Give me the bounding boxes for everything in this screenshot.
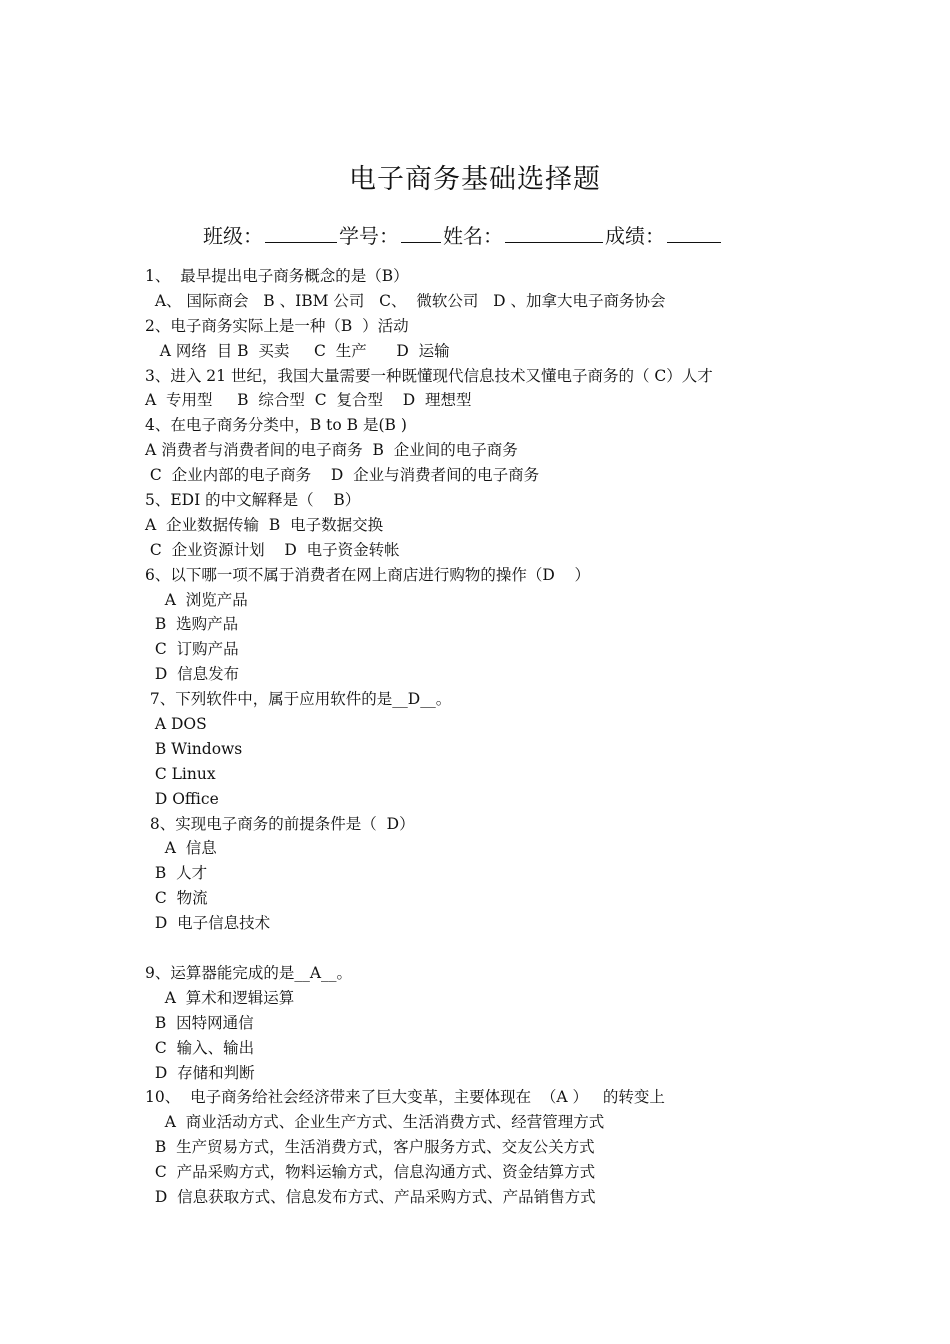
option-text: C 产品采购方式，物料运输方式，信息沟通方式、资金结算方式 (145, 1163, 596, 1182)
question-text: 4、在电子商务分类中，B to B 是(B ) (145, 416, 407, 435)
student-id-blank (401, 220, 441, 243)
name-label: 姓名： (443, 224, 503, 248)
option-text: D 电子信息技术 (145, 914, 271, 933)
option-text: D Office (145, 789, 219, 808)
option-text: A 浏览产品 (145, 590, 248, 609)
question-text: 2、电子商务实际上是一种（B ）活动 (145, 316, 409, 335)
option-text: A、 国际商会 B 、IBM 公司 C、 微软公司 D 、加拿大电子商务协会 (145, 291, 666, 310)
question-text: 3、进入 21 世纪，我国大量需要一种既懂现代信息技术又懂电子商务的（ C）人才 (145, 366, 713, 385)
option-text: A 网络 目 B 买卖 C 生产 D 运输 (145, 341, 450, 360)
option-text: A 商业活动方式、企业生产方式、生活消费方式、经营管理方式 (145, 1113, 605, 1132)
option-text: A 企业数据传输 B 电子数据交换 (145, 515, 384, 534)
class-blank (265, 220, 337, 243)
question-text: 7、下列软件中，属于应用软件的是__D__。 (145, 690, 452, 709)
option-text: D 信息发布 (145, 665, 240, 684)
name-blank (505, 220, 603, 243)
score-blank (667, 220, 721, 243)
class-label: 班级： (203, 224, 263, 248)
student-id-label: 学号： (339, 224, 399, 248)
blank-line (145, 936, 925, 961)
option-text: C 订购产品 (145, 640, 239, 659)
question-list (145, 264, 925, 1210)
question-text: 1、 最早提出电子商务概念的是（B） (145, 267, 409, 285)
question-text: 9、运算器能完成的是__A__。 (145, 963, 353, 982)
option-text: D 存储和判断 (145, 1063, 255, 1082)
page-title: 电子商务基础选择题 (349, 164, 601, 195)
option-text: B 选购产品 (145, 615, 239, 634)
option-text: B 生产贸易方式，生活消费方式，客户服务方式、交友公关方式 (145, 1138, 595, 1157)
option-text: B 人才 (145, 864, 208, 883)
option-text: C 企业资源计划 D 电子资金转帐 (145, 540, 400, 559)
score-label: 成绩： (605, 224, 665, 248)
option-text: A 消费者与消费者间的电子商务 B 企业间的电子商务 (145, 441, 518, 460)
option-text: B Windows (145, 739, 243, 758)
option-text: A 算术和逻辑运算 (145, 988, 295, 1007)
question-text: 5、EDI 的中文解释是（ B） (145, 491, 361, 510)
option-text: A 信息 (145, 839, 217, 858)
option-text: C 物流 (145, 889, 208, 908)
option-text: A 专用型 B 综合型 C 复合型 D 理想型 (145, 391, 472, 410)
student-info-line (203, 220, 723, 252)
option-text: B 因特网通信 (145, 1013, 254, 1032)
question-text: 8、实现电子商务的前提条件是（ D） (145, 814, 415, 833)
option-text: C 企业内部的电子商务 D 企业与消费者间的电子商务 (145, 466, 540, 485)
option-text: D 信息获取方式、信息发布方式、产品采购方式、产品销售方式 (145, 1187, 596, 1206)
option-text: C Linux (145, 764, 216, 783)
question-text: 6、以下哪一项不属于消费者在网上商店进行购物的操作（D ） (145, 565, 590, 584)
option-text: C 输入、输出 (145, 1038, 255, 1057)
question-text: 10、 电子商务给社会经济带来了巨大变革，主要体现在 （A ） 的转变上 (145, 1088, 665, 1107)
option-text: A DOS (145, 715, 207, 734)
